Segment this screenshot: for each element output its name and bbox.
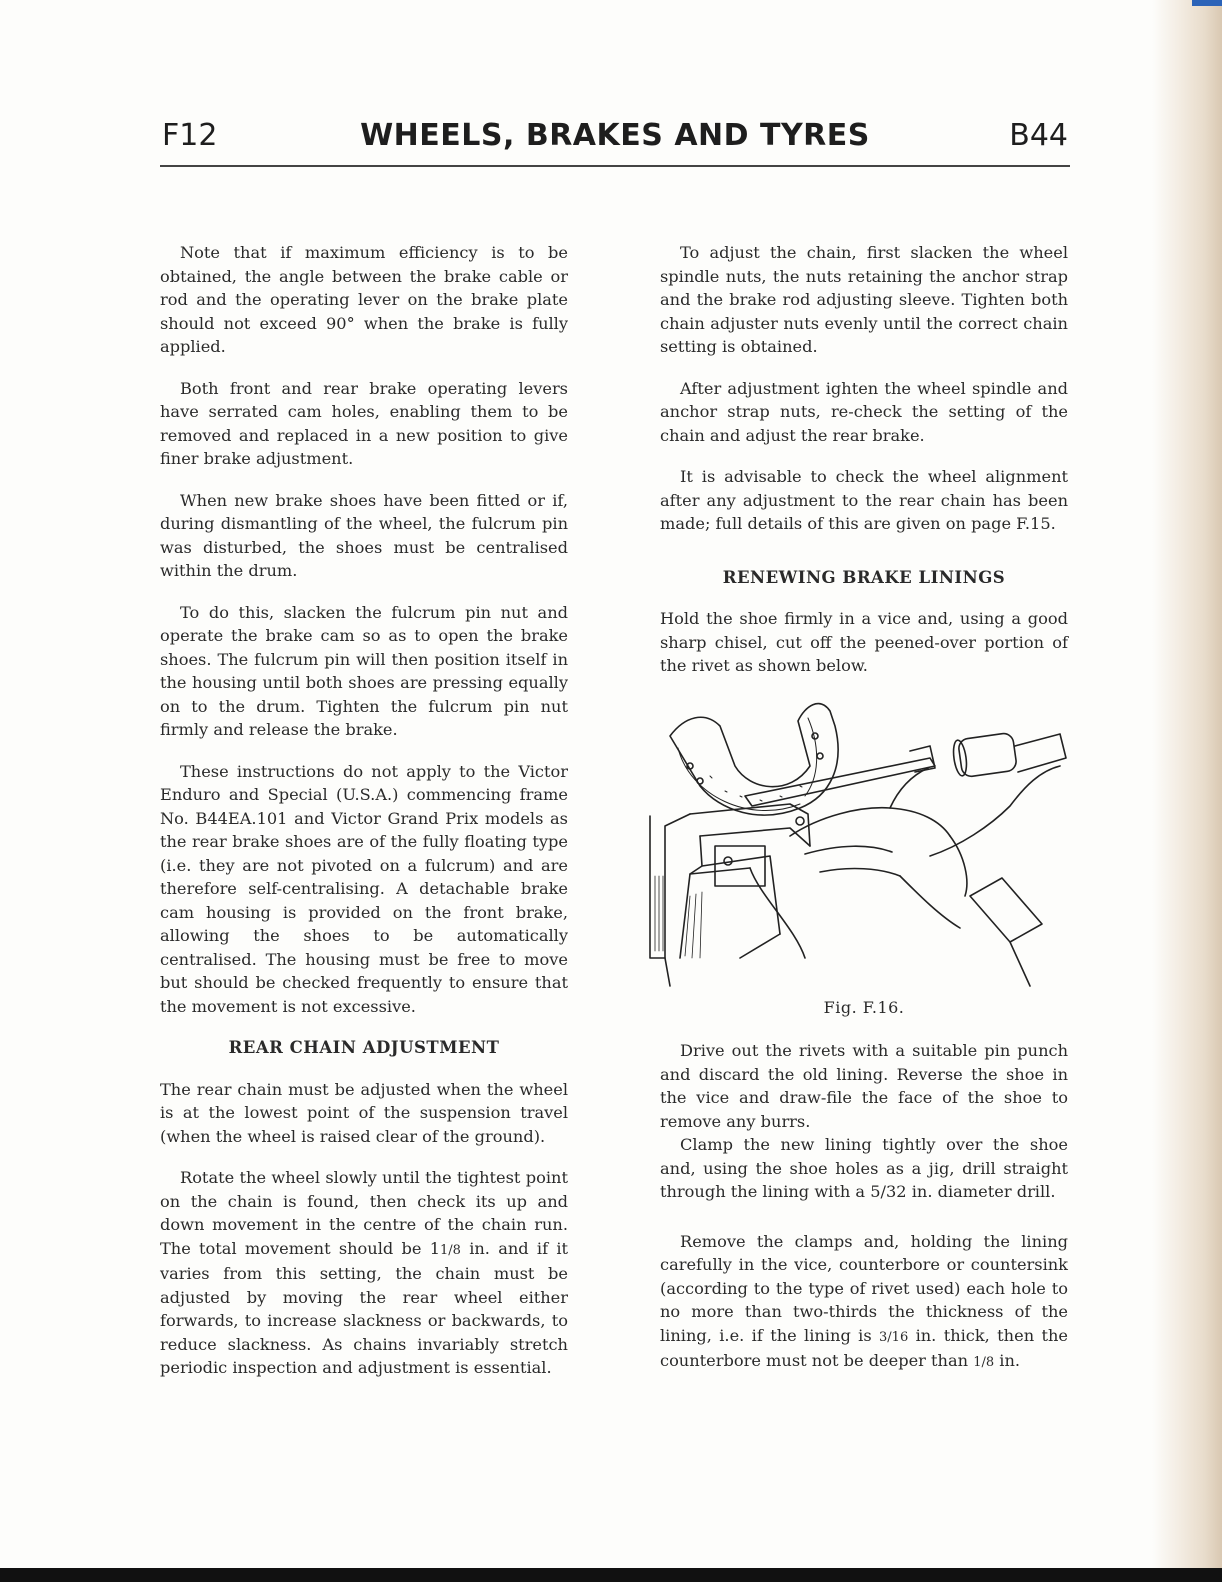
fraction: 1/8 [440,1242,461,1258]
page-number: F12 [162,118,218,153]
page-title: WHEELS, BRAKES AND TYRES [360,118,870,153]
paragraph: Note that if maximum efficiency is to be obtained, the angle between the brake cable or rod and the operating lever on the brake plate should not exceed 90° when the brake is fully applied. [160,243,568,356]
paragraph: To adjust the chain, first slacken the wheel spindle nuts, the nuts retaining the anchor strap and the brake rod adjusting sleeve. Tighten both chain adjuster nuts evenly until the correct chain setting is obtained. [660,243,1068,356]
paragraph: Both front and rear brake operating levers have serrated cam holes, enabling them to be removed and replaced in a new position to give finer brake adjustment. [160,378,568,468]
scan-bottom-edge [0,1568,1222,1582]
paragraph: Hold the shoe firmly in a vice and, using a good sharp chisel, cut off the peened-over portion of the rivet as shown below. [660,609,1068,675]
page-edge-mark [1192,0,1222,6]
paragraph: It is advisable to check the wheel alignment after any adjustment to the rear chain has been made; full details of this are given on page F.15. [660,467,1068,533]
paragraph: The rear chain must be adjusted when the wheel is at the lowest point of the suspension travel (when the wheel is raised clear of the ground). [160,1079,568,1146]
paragraph: To do this, slacken the fulcrum pin nut and operate the brake cam so as to open the brake shoes. The fulcrum pin will then position itself in the housing until both shoes are pressing equally on to the drum. Tighten the fulcrum pin nut firmly and release the brake. [160,602,568,739]
paragraph: Remove the clamps and, holding the lining carefully in the vice, counterbore or countersink (according to the type of rivet used) each hole to no more than two-thirds the thickness of the lining, i.e. if the lining is 3/16 in. thick, then the counterbore must not be deeper than 1/8 in. [660,1231,1068,1370]
paragraph: These instructions do not apply to the Victor Enduro and Special (U.S.A.) commencing frame No. B44EA.101 and Victor Grand Prix models as the rear brake shoes are of the fully floating type (i.e. they are not pivoted on a fulcrum) and are therefore self-centralising. A detachable brake cam housing is provided on the front brake, allowing the shoes to be automatically centralised. The housing must be free to move but should be checked frequently to ensure that the movement is not excessive. [160,761,568,1016]
header-rule [160,165,1070,167]
figure-caption: Fig. F.16. [823,997,905,1017]
left-column [160,241,568,1398]
paragraph: Rotate the wheel slowly until the tightest point on the chain is found, then check its up and down movement in the centre of the chain run. The total movement should be 11/8 in. and if it varies from this setting, the chain must be adjusted by moving the rear wheel either forwards, to increase slackness or backwards, to reduce slackness. As chains invariably stretch periodic inspection and adjustment is essential. [160,1168,569,1377]
page-binding-shadow [1152,0,1222,1582]
figure-brake-shoe-illustration [630,696,1070,988]
paragraph: After adjustment ighten the wheel spindle and anchor strap nuts, re-check the setting of the chain and adjust the rear brake. [660,378,1068,445]
paragraph: When new brake shoes have been fitted or if, during dismantling of the wheel, the fulcrum pin was disturbed, the shoes must be centralised within the drum. [160,490,568,580]
paragraph: Drive out the rivets with a suitable pin punch and discard the old lining. Reverse the shoe in the vice and draw-file the face of the shoe to remove any burrs. [660,1041,1068,1131]
section-heading-brake-linings: RENEWING BRAKE LININGS [722,567,1006,587]
fraction: 3/16 [879,1329,909,1345]
fraction: 1/8 [973,1355,995,1370]
section-heading-rear-chain: REAR CHAIN ADJUSTMENT [228,1038,500,1057]
page-header [160,118,1070,158]
right-column [660,241,1068,1393]
paragraph: Clamp the new lining tightly over the shoe and, using the shoe holes as a jig, drill straight through the lining with a 5/32 in. diameter drill. [660,1135,1068,1201]
model-code: B44 [1009,118,1068,153]
